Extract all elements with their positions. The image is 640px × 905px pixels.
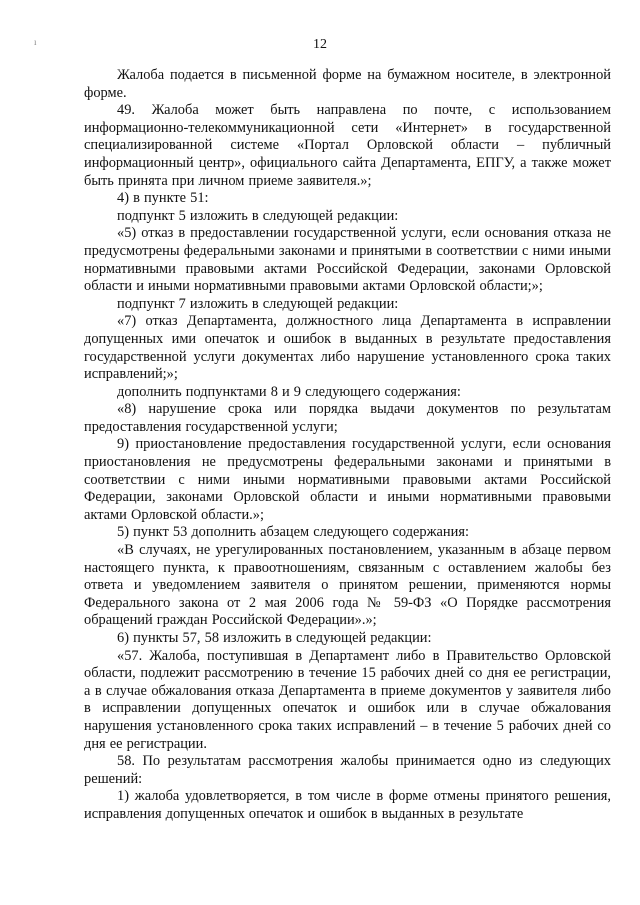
paragraph: «5) отказ в предоставлении государственной услуги, если основания отказа не предусмотрены федеральными законами и принятыми в соответствии с ними иными нормативными правовыми актами Российской Федерации, законами Орловской области и иными нормативными правовыми актами Орловской области;»; <box>84 225 611 295</box>
paragraph: 49. Жалоба может быть направлена по почте, с использованием информационно-телекоммуникационной сети «Интернет» в государственной специализированной системе «Портал Орловской области – публичный информационный центр», официального сайта Департамента, ЕПГУ, а также может быть принята при личном приеме заявителя.»; <box>84 102 611 189</box>
paragraph: 5) пункт 53 дополнить абзацем следующего содержания: <box>117 524 469 541</box>
document-body <box>84 67 611 824</box>
margin-mark: ı <box>34 37 37 47</box>
paragraph: подпункт 5 изложить в следующей редакции: <box>117 207 399 224</box>
paragraph: 6) пункты 57, 58 изложить в следующей редакции: <box>117 630 432 646</box>
paragraph: 9) приостановление предоставления государственной услуги, если основания приостановления не предусмотрены федеральными законами и принятыми в соответствии с ними иными нормативными правовыми актами Российской Федерации, законами Орловской области и иными нормативными правовыми актами Орловской области.»; <box>84 436 611 523</box>
paragraph: 4) в пункте 51: <box>117 190 209 207</box>
paragraph: «57. Жалоба, поступившая в Департамент либо в Правительство Орловской области, подлежит рассмотрению в течение 15 рабочих дней со дня ее регистрации, а в случае обжалования отказа Департамента в приеме документов у заявителя либо в исправлении допущенных опечаток и ошибок или в случае обжалования нарушения установленного срока таких исправлений – в течение 5 рабочих дней со дня ее регистрации. <box>84 647 611 752</box>
paragraph: «В случаях, не урегулированных постановлением, указанным в абзаце первом настоящего пункта, к правоотношениям, связанным с оставлением жалобы без ответа и уведомлением заявителя о принятом решении, применяются нормы Федерального закона от 2 мая 2006 года № 59-ФЗ «О Порядке рассмотрения обращений граждан Российской Федерации».»; <box>84 542 611 629</box>
paragraph: Жалоба подается в письменной форме на бумажном носителе, в электронной форме. <box>84 67 611 101</box>
paragraph: подпункт 7 изложить в следующей редакции: <box>117 295 399 312</box>
paragraph: «8) нарушение срока или порядка выдачи документов по результатам предоставления государственной услуги; <box>84 401 611 435</box>
paragraph: 1) жалоба удовлетворяется, в том числе в форме отмены принятого решения, исправления допущенных опечаток и ошибок в выданных в результате <box>84 788 611 822</box>
page-number: 12 <box>313 37 327 52</box>
paragraph: 58. По результатам рассмотрения жалобы принимается одно из следующих решений: <box>84 753 611 787</box>
paragraph: дополнить подпунктами 8 и 9 следующего содержания: <box>117 383 461 400</box>
paragraph: «7) отказ Департамента, должностного лица Департамента в исправлении допущенных ими опечаток и ошибок в выданных в результате предоставления государственной услуги документах либо нарушение установленного срока таких исправлений;»; <box>84 313 611 383</box>
